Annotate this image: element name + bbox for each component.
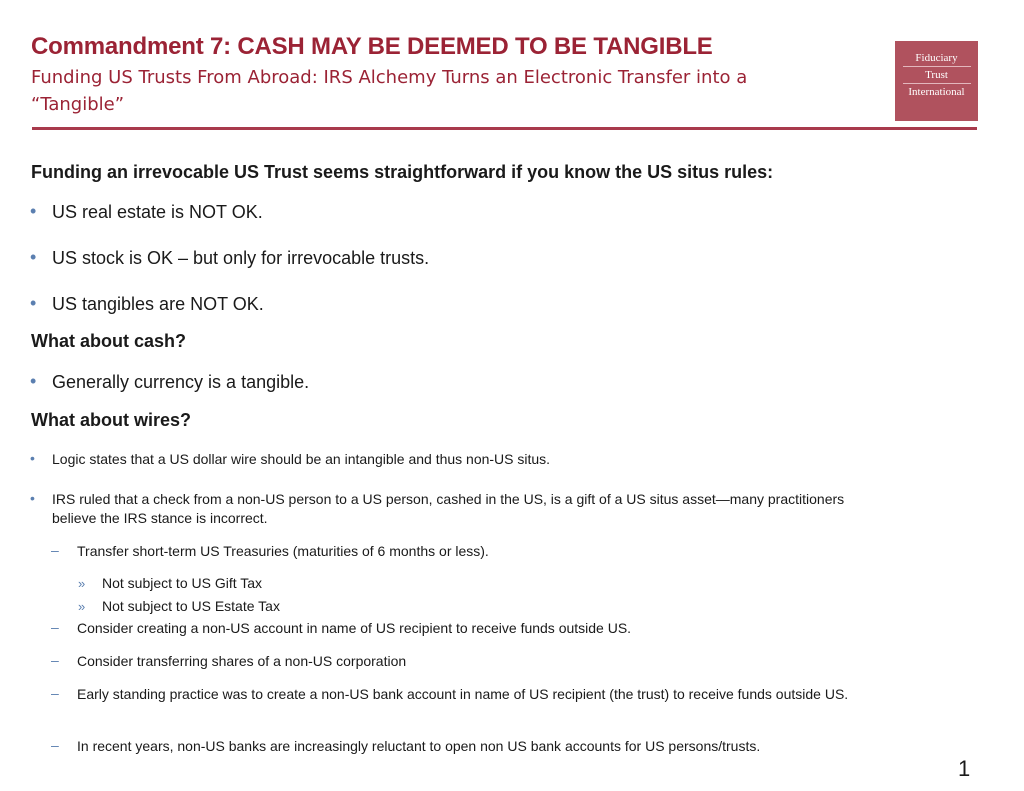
dash-icon: – <box>51 619 59 635</box>
list-item <box>30 490 872 528</box>
cash-heading: What about cash? <box>31 331 187 351</box>
list-item <box>30 247 430 269</box>
treasury-point-text: Not subject to US Estate Tax <box>102 598 280 614</box>
bullet-icon: • <box>30 450 35 466</box>
page-number: 1 <box>958 756 971 781</box>
wire-point-text: Logic states that a US dollar wire should be an intangible and thus non-US situs. <box>52 451 551 467</box>
subpoint-text: Early standing practice was to create a non-US bank account in name of US recipient (the trust) to receive funds outside US. <box>77 686 849 702</box>
logo-line-3: International <box>908 86 965 98</box>
dash-icon: – <box>51 685 59 701</box>
list-item <box>30 201 263 223</box>
subpoint-text: Consider transferring shares of a non-US corporation <box>77 653 407 669</box>
header-divider <box>32 127 977 130</box>
dash-icon: – <box>51 652 59 668</box>
wires-heading: What about wires? <box>31 410 192 430</box>
bullet-icon: • <box>30 293 37 313</box>
bullet-icon: • <box>30 371 37 391</box>
chevron-right-icon: » <box>78 576 86 591</box>
wire-point-text: IRS ruled that a check from a non-US person to a US person, cashed in the US, is a gift of a US situs asset—many practitioners believe the IRS stance is incorrect. <box>52 491 845 526</box>
subpoint-text: In recent years, non-US banks are increasingly reluctant to open non US bank accounts for US persons/trusts. <box>77 738 761 754</box>
logo-line-1: Fiduciary <box>915 52 958 64</box>
chevron-right-icon: » <box>78 599 86 614</box>
subpoint-text: Transfer short-term US Treasuries (maturities of 6 months or less). <box>77 543 489 559</box>
list-item <box>51 542 489 561</box>
cash-point-text: Generally currency is a tangible. <box>52 372 310 392</box>
fiduciary-trust-logo <box>895 41 978 121</box>
list-item <box>51 619 632 638</box>
list-item <box>51 737 761 756</box>
slide-title: Commandment 7: CASH MAY BE DEEMED TO BE TANGIBLE <box>31 33 713 60</box>
rule-text: US tangibles are NOT OK. <box>52 294 264 314</box>
list-item <box>30 450 551 469</box>
bullet-icon: • <box>30 247 37 267</box>
bullet-icon: • <box>30 201 37 221</box>
list-item <box>30 371 310 393</box>
rule-text: US real estate is NOT OK. <box>52 202 263 222</box>
treasury-point-text: Not subject to US Gift Tax <box>102 575 263 591</box>
intro-heading: Funding an irrevocable US Trust seems straightforward if you know the US situs rules: <box>31 162 774 182</box>
bullet-icon: • <box>30 490 35 506</box>
list-item <box>51 652 407 671</box>
list-item <box>30 293 264 315</box>
dash-icon: – <box>51 542 59 558</box>
subpoint-text: Consider creating a non-US account in name of US recipient to receive funds outside US. <box>77 620 632 636</box>
logo-line-2: Trust <box>925 69 948 81</box>
list-item <box>78 597 280 616</box>
slide-subtitle: Funding US Trusts From Abroad: IRS Alchemy Turns an Electronic Transfer into a “Tangible” <box>31 67 748 115</box>
list-item <box>78 574 263 593</box>
dash-icon: – <box>51 737 59 753</box>
rule-text: US stock is OK – but only for irrevocable trusts. <box>52 248 430 268</box>
list-item <box>51 685 917 704</box>
